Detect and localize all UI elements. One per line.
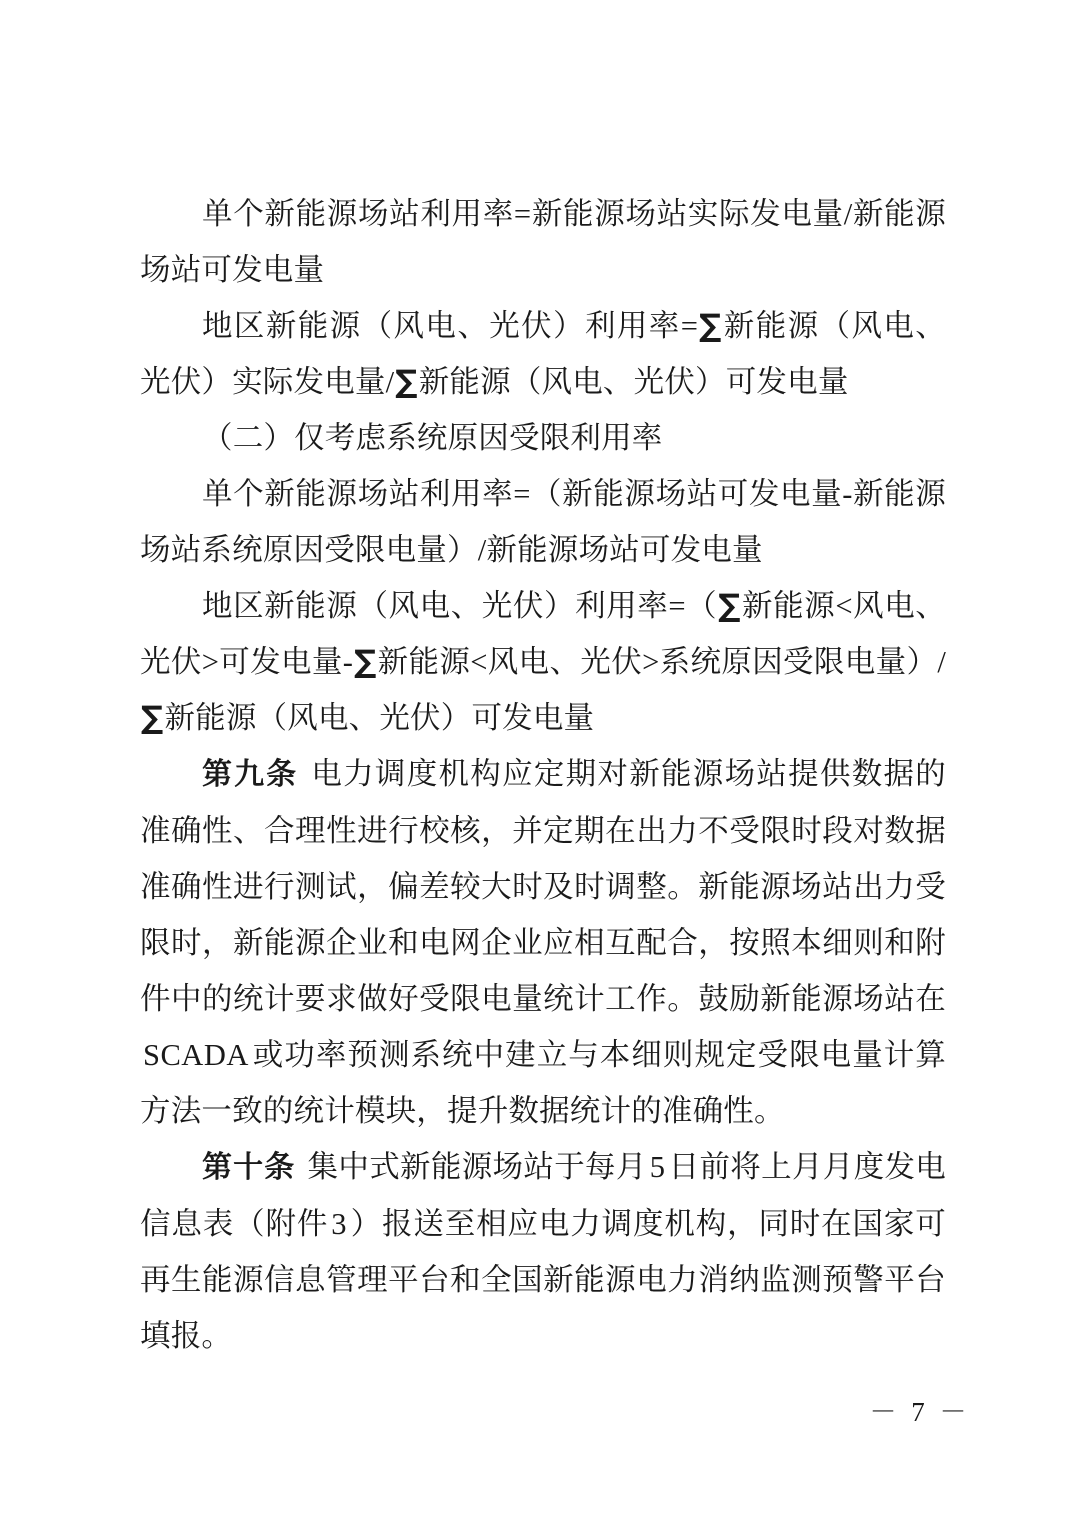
- formula-segment: 地区新能源（风电、光伏）利用率=: [202, 309, 699, 343]
- deadline-day-number: 5: [649, 1150, 666, 1184]
- summation-icon: ∑: [354, 644, 377, 680]
- summation-icon: ∑: [699, 308, 722, 344]
- article-nine-label: 第九条: [202, 758, 299, 791]
- paragraph-article-ten: [140, 1139, 946, 1364]
- formula-text: 单个新能源场站利用率=（新能源场站可发电量-新能源场站系统原因受限电量）/新能源场站可发电量: [140, 477, 946, 567]
- formula-segment: 新能源（风电、光伏）可发电量: [164, 701, 595, 735]
- page-number-text: － 7 －: [869, 1397, 971, 1427]
- article-ten-text-a: 集中式新能源场站于每月: [307, 1150, 647, 1184]
- paragraph-formula-regional-utilization: [140, 298, 946, 410]
- formula-segment: 地区新能源（风电、光伏）利用率=（: [202, 589, 718, 623]
- paragraph-section-two-heading: [140, 410, 946, 466]
- article-nine-text: 电力调度机构应定期对新能源场站提供数据的准确性、合理性进行校核，并定期在出力不受限时段对数据准确性进行测试，偏差较大时及时调整。新能源场站出力受限时，新能源企业和电网企业应相互配合，按照本细则和附件中的统计要求做好受限电量统计工作。鼓励新能源场站在: [140, 757, 947, 1016]
- scada-term: SCADA: [143, 1038, 249, 1072]
- article-ten-label: 第十条: [202, 1151, 296, 1184]
- formula-segment: 新能源<风电、光伏>系统原因受限电量）/: [377, 645, 947, 679]
- formula-segment: 新能源<风电、光伏>可发电量-: [140, 589, 946, 679]
- formula-text: 单个新能源场站利用率=新能源场站实际发电量/新能源场站可发电量: [140, 197, 946, 287]
- formula-segment: 新能源（风电、光伏）可发电量: [418, 365, 849, 399]
- page-number: [0, 1390, 1080, 1429]
- attachment-number: 3: [331, 1207, 347, 1241]
- article-ten-text-c: ）报送至相应电力调度机构，同时在国家可再生能源信息管理平台和全国新能源电力消纳监测预警平台填报。: [140, 1207, 946, 1353]
- section-heading-text: （二）仅考虑系统原因受限利用率: [202, 421, 663, 455]
- formula-segment: 新能源（风电、光伏）实际发电量/: [140, 309, 946, 399]
- paragraph-formula-single-station-utilization: [140, 186, 946, 298]
- document-body: [140, 186, 946, 1364]
- paragraph-article-nine: [140, 746, 946, 1139]
- article-nine-text-continued: 或功率预测系统中建立与本细则规定受限电量计算方法一致的统计模块，提升数据统计的准确性。: [140, 1038, 946, 1128]
- summation-icon: ∑: [141, 700, 164, 736]
- paragraph-formula-single-station-system-limited: [140, 466, 946, 578]
- article-ten-text-b: 日前将上月月度发电信息表（附件: [140, 1150, 946, 1241]
- summation-icon: ∑: [718, 588, 741, 624]
- paragraph-formula-regional-system-limited: [140, 578, 946, 746]
- summation-icon: ∑: [395, 364, 418, 400]
